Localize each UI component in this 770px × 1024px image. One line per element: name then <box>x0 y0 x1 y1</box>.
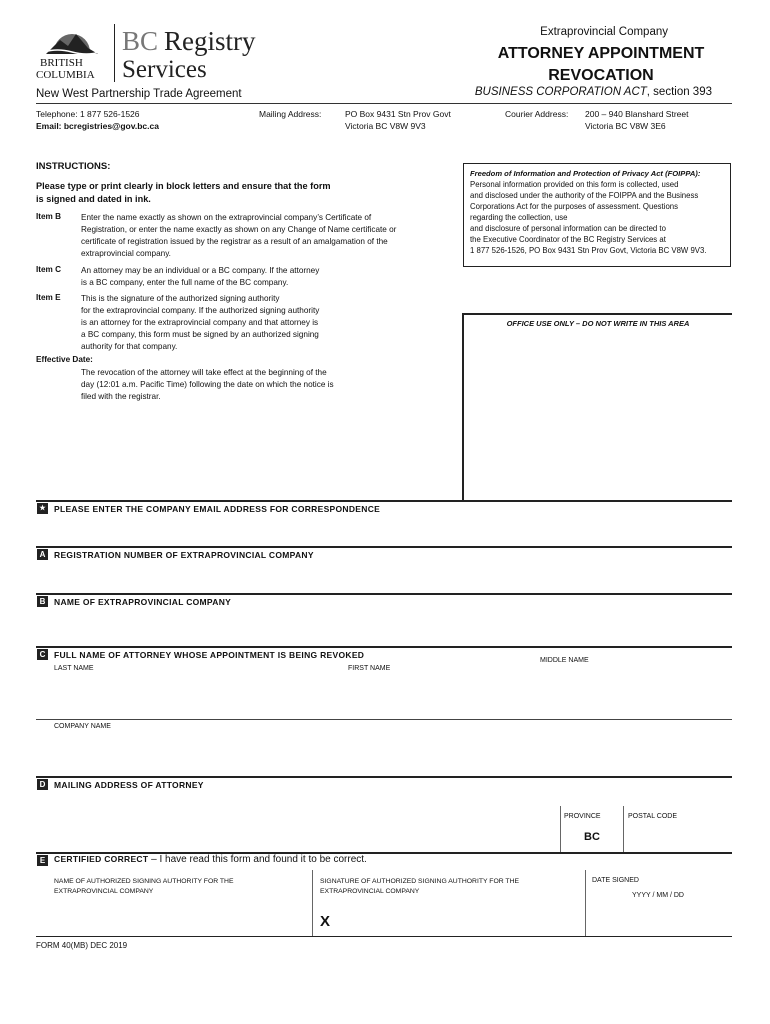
logo-bc: BC <box>122 26 159 56</box>
title-line2: REVOCATION <box>548 67 654 84</box>
foippa-line: Personal information provided on this form is collected, used <box>470 180 679 189</box>
effective-line: The revocation of the attorney will take effect at the beginning of the <box>81 368 327 377</box>
logo-services: Services <box>122 56 207 83</box>
company-email-field[interactable] <box>36 516 732 544</box>
foippa-line: and disclosure of personal information can be directed to <box>470 224 666 233</box>
company-type: Extraprovincial Company <box>540 26 668 38</box>
postal-code-label: POSTAL CODE <box>628 813 678 820</box>
last-name-field[interactable] <box>36 676 336 716</box>
effective-line: day (12:01 a.m. Pacific Time) following the date on which the notice is <box>81 380 334 389</box>
signature-label-line: EXTRAPROVINCIAL COMPANY <box>320 888 420 895</box>
item-b-line: extraprovincial company. <box>81 249 171 258</box>
signing-name-line: EXTRAPROVINCIAL COMPANY <box>54 888 154 895</box>
logo-british: BRITISH <box>40 57 83 69</box>
effective-date-text <box>81 367 334 403</box>
section-e-badge: E <box>37 855 48 866</box>
item-c-line: is a BC company, enter the full name of the BC company. <box>81 278 289 287</box>
title-line1: ATTORNEY APPOINTMENT <box>497 45 705 62</box>
signature-label-line: SIGNATURE OF AUTHORIZED SIGNING AUTHORITY FOR THE <box>320 878 520 885</box>
attorney-company-name-field[interactable] <box>36 734 732 772</box>
instructions-intro-1: Please type or print clearly in block letters and ensure that the form <box>36 181 331 191</box>
nwpta-label: New West Partnership Trade Agreement <box>36 88 242 100</box>
courier-line1: 200 – 940 Blanshard Street <box>585 109 689 119</box>
company-name-field[interactable] <box>36 609 732 639</box>
item-b-line: Enter the name exactly as shown on the extraprovincial company’s Certificate of <box>81 213 372 222</box>
section-c-label: FULL NAME OF ATTORNEY WHOSE APPOINTMENT IS BEING REVOKED <box>54 650 365 660</box>
section-b-label: NAME OF EXTRAPROVINCIAL COMPANY <box>54 597 232 607</box>
date-format-label: YYYY / MM / DD <box>632 892 684 899</box>
section-a-badge: A <box>37 549 48 560</box>
section-c-badge: C <box>37 649 48 660</box>
item-b-line: certificate of registration issued by the registrar as a result of an amalgamation of the <box>81 237 388 246</box>
province-label: PROVINCE <box>564 813 601 820</box>
section-b-badge: B <box>37 596 48 607</box>
item-c-line: An attorney may be an individual or a BC company. If the attorney <box>81 266 320 275</box>
act-name: BUSINESS CORPORATION ACT <box>474 86 647 98</box>
instructions-heading: INSTRUCTIONS: <box>36 161 111 172</box>
form-number: FORM 40(MB) DEC 2019 <box>36 941 128 950</box>
signature-field[interactable] <box>336 898 580 934</box>
item-b-text <box>81 212 396 260</box>
first-name-field[interactable] <box>340 676 530 716</box>
item-e-line: authority for that company. <box>81 342 178 351</box>
foippa-line: Corporations Act for the purposes of assessment. Questions <box>470 202 679 211</box>
mailing-address-field[interactable] <box>36 792 556 848</box>
item-b-label: Item B <box>36 212 62 221</box>
logo-registry: Registry <box>164 26 256 56</box>
mailing-label: Mailing Address: <box>259 109 322 119</box>
certified-statement: – I have read this form and found it to be correct. <box>148 854 367 865</box>
middle-name-label: MIDDLE NAME <box>540 657 589 664</box>
instructions-intro-2: is signed and dated in ink. <box>36 194 151 204</box>
item-e-line: a BC company, this form must be signed by an authorized signing <box>81 330 319 339</box>
date-signed-field[interactable] <box>590 904 730 934</box>
courier-line2: Victoria BC V8W 3E6 <box>585 121 666 131</box>
certified-correct: CERTIFIED CORRECT <box>54 854 149 864</box>
signature-label <box>320 877 519 897</box>
item-e-line: is an attorney for the extraprovincial company and that attorney is <box>81 318 319 327</box>
section-d-badge: D <box>37 779 48 790</box>
date-signed-label: DATE SIGNED <box>592 877 639 884</box>
section-d-label: MAILING ADDRESS OF ATTORNEY <box>54 780 204 790</box>
act-section: , section 393 <box>646 86 712 98</box>
foippa-text <box>470 179 730 256</box>
form-title <box>470 43 732 87</box>
effective-line: filed with the registrar. <box>81 392 161 401</box>
item-e-text <box>81 293 319 353</box>
registration-number-field[interactable] <box>36 562 732 590</box>
bc-sun-mountain-icon <box>42 22 102 56</box>
signing-authority-name-label <box>54 877 234 897</box>
courier-label: Courier Address: <box>505 109 569 119</box>
item-c-label: Item C <box>36 265 62 274</box>
telephone: Telephone: 1 877 526-1526 <box>36 109 140 119</box>
foippa-line: the Executive Coordinator of the BC Registry Services at <box>470 235 666 244</box>
foippa-line: 1 877 526-1526, PO Box 9431 Stn Prov Govt, Victoria BC V8W 9V3. <box>470 246 707 255</box>
item-e-line: for the extraprovincial company. If the authorized signing authority <box>81 306 320 315</box>
foippa-heading: Freedom of Information and Protection of Privacy Act (FOIPPA): <box>470 169 701 178</box>
effective-date-label: Effective Date: <box>36 355 93 364</box>
foippa-line: regarding the collection, use <box>470 213 568 222</box>
mailing-line1: PO Box 9431 Stn Prov Govt <box>345 109 451 119</box>
item-b-line: Registration, or enter the name exactly as shown on any Change of Name certificate or <box>81 225 397 234</box>
middle-name-field[interactable] <box>534 668 732 716</box>
first-name-label: FIRST NAME <box>348 665 391 672</box>
item-e-label: Item E <box>36 293 61 302</box>
office-use-box <box>462 313 732 501</box>
signature-x-mark: X <box>320 913 331 930</box>
foippa-box <box>463 163 731 267</box>
section-email-label: PLEASE ENTER THE COMPANY EMAIL ADDRESS FOR CORRESPONDENCE <box>54 504 381 514</box>
province-value: BC <box>584 831 600 843</box>
logo-columbia: COLUMBIA <box>36 69 95 81</box>
section-a-label: REGISTRATION NUMBER OF EXTRAPROVINCIAL COMPANY <box>54 550 314 560</box>
signing-name-line: NAME OF AUTHORIZED SIGNING AUTHORITY FOR THE <box>54 878 234 885</box>
email: Email: bcregistries@gov.bc.ca <box>36 121 159 131</box>
item-e-line: This is the signature of the authorized signing authority <box>81 294 280 303</box>
signing-authority-name-field[interactable] <box>36 898 308 934</box>
company-name-label: COMPANY NAME <box>54 723 111 730</box>
bc-logo <box>36 22 266 86</box>
mailing-line2: Victoria BC V8W 9V3 <box>345 121 426 131</box>
act-reference <box>475 86 712 98</box>
item-c-text <box>81 265 319 289</box>
office-use-label: OFFICE USE ONLY – DO NOT WRITE IN THIS AREA <box>506 319 690 328</box>
postal-code-field[interactable] <box>626 824 730 850</box>
section-e-label <box>54 854 367 865</box>
foippa-line: and disclosed under the authority of the FOIPPA and the Business <box>470 191 699 200</box>
star-badge: ★ <box>37 503 48 514</box>
last-name-label: LAST NAME <box>54 665 94 672</box>
